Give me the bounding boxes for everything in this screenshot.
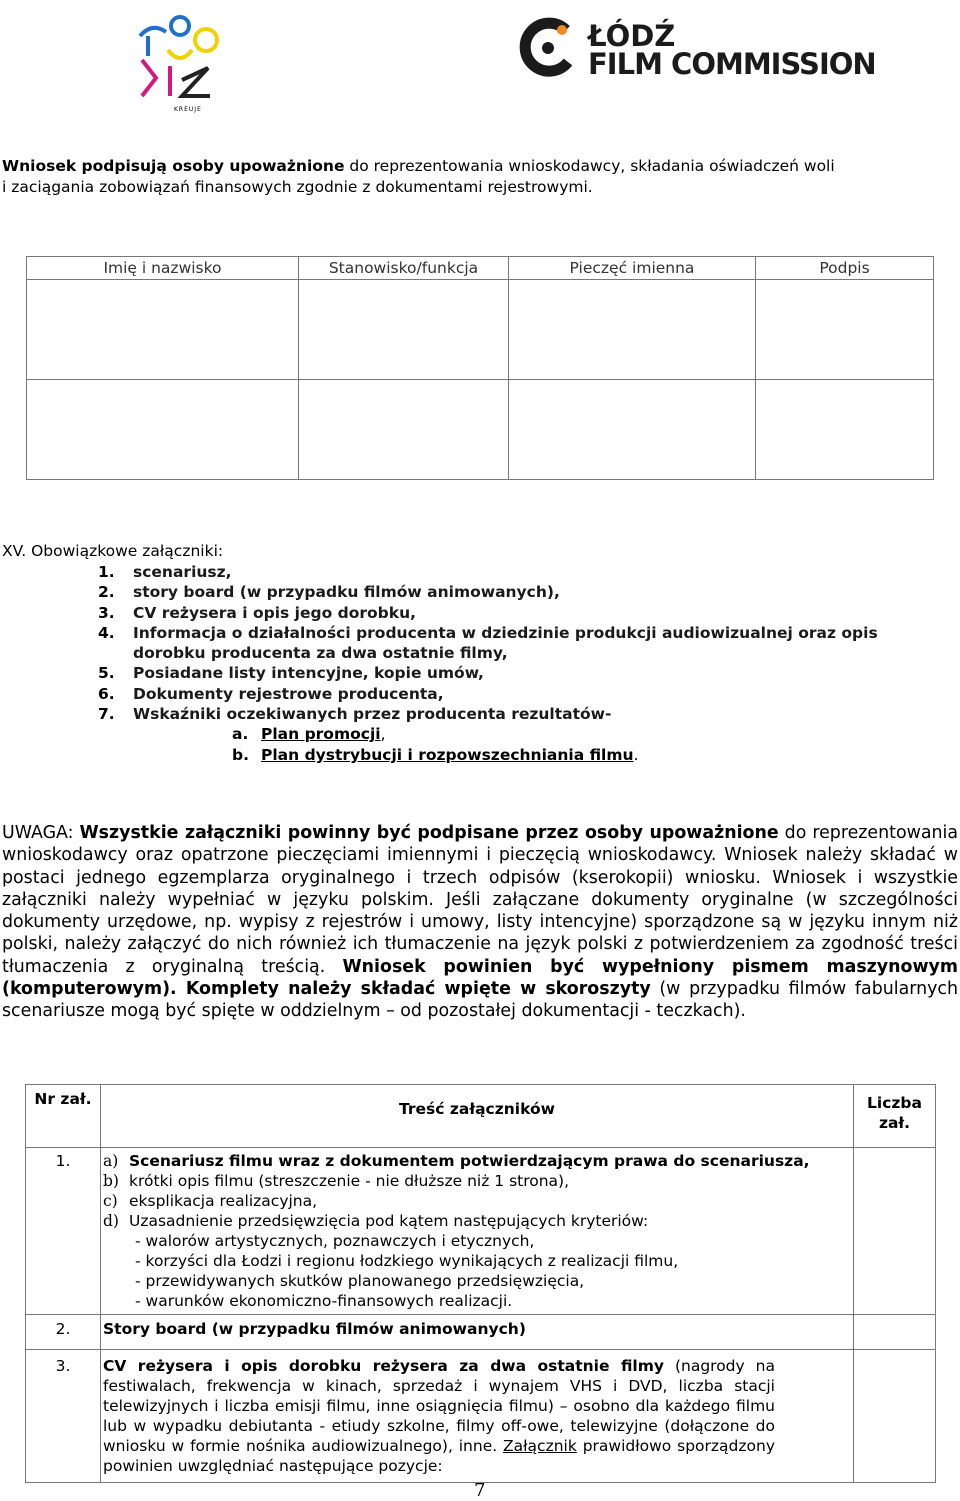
signature-row bbox=[27, 380, 934, 480]
intro-bold: Wniosek podpisują osoby upoważnione bbox=[2, 157, 345, 175]
signature-cell[interactable] bbox=[299, 380, 509, 480]
header-signature: Podpis bbox=[756, 257, 934, 280]
signature-cell[interactable] bbox=[509, 280, 756, 380]
table-row: 1. a) Scenariusz filmu wraz z dokumentem potwierdzającym prawa do scenariusza, b) krótki opis filmu (streszczenie - nie dłuższe niż 1 strona), c) eksplikacja realizacyjna, d) Uzasadnienie przedsięwzięcia pod kątem następujących kryteriów: - walorów artystycznych, poznawczych i etycznych, - korzyści dla Łodzi i regionu łodzkiego wynikających z realizacji filmu, - przewidywanych skutków planowanego przedsięwzięcia, - warunków ekonomiczno-finansowych realizacji. bbox=[26, 1148, 936, 1315]
list-item: 6. Dokumenty rejestrowe producenta, bbox=[98, 684, 444, 703]
promotion-plan-link[interactable]: Plan promocji bbox=[261, 725, 381, 744]
intro-paragraph bbox=[2, 156, 958, 198]
signature-cell[interactable] bbox=[756, 380, 934, 480]
logo-line2: FILM COMMISSION bbox=[588, 47, 876, 81]
header-content: Treść załączników bbox=[101, 1085, 854, 1148]
list-item: 5. Posiadane listy intencyjne, kopie umów, bbox=[98, 664, 484, 683]
signature-row bbox=[27, 280, 934, 380]
list-item: 1. scenariusz, bbox=[98, 563, 232, 581]
signature-header-row bbox=[27, 257, 934, 280]
header-count: Liczba zał. bbox=[854, 1085, 936, 1148]
signature-cell[interactable] bbox=[27, 280, 299, 380]
uwaga-paragraph: UWAGA: Wszystkie załączniki powinny być podpisane przez osoby upoważnione do reprezentowania wnioskodawcy oraz opatrzone pieczęciami imiennymi i pieczęcią wnioskodawcy. Wniosek należy składać w postaci jednego egzemplarza oryginalnego i trzech odpisów (kserokopii) wniosku. Wniosek i wszystkie załączniki należy wypełniać w języku polskim. Jeśli załączane dokumenty oryginalne (w szczególności dokumenty urzędowe, np. wypisy z rejestrów i umowy, listy intencyjne) sporządzone są w języku innym niż polski, należy załączyć do nich również ich tłumaczenie na język polski z potwierdzeniem za zgodność treści tłumaczenia z oryginalną treścią. Wniosek powinien być wypełniony pismem maszynowym (komputerowym). Komplety należy składać wpięte w skoroszyty (w przypadku filmów fabularnych scenariusze mogą być spięte w oddzielnym – od pozostałej dokumentacji - teczkach). bbox=[2, 823, 958, 1022]
table-header-row bbox=[26, 1085, 936, 1148]
distribution-plan-link[interactable]: Plan dystrybucji i rozpowszechniania filmu bbox=[261, 745, 634, 764]
table-row: 3. CV reżysera i opis dorobku reżysera za dwa ostatnie filmy (nagrody na festiwalach, frekwencja w kinach, sprzedaż i wynajem VHS i DVD, liczba stacji telewizyjnych i liczba emisji filmu, inne osiągnięcia filmu) – osobno dla każdego filmu lub w wypadku debiutanta - etiudy szkolne, filmy off-owe, telewizyjne (dołączone do wniosku w formie nośnika audiowizualnego), inne. Załącznik prawidłowo sporządzony powinien uwzględniać następujące pozycje: bbox=[26, 1350, 936, 1483]
intro-line2: i zaciągania zobowiązań finansowych zgodnie z dokumentami rejestrowymi. bbox=[2, 178, 593, 196]
signature-cell[interactable] bbox=[299, 280, 509, 380]
signature-cell[interactable] bbox=[509, 380, 756, 480]
logo-line1: ŁÓDŹ bbox=[588, 19, 676, 53]
attachments-content-table bbox=[25, 1084, 936, 1483]
film-reel-icon bbox=[518, 16, 578, 80]
attachments-list bbox=[0, 562, 960, 765]
attachments-title: XV. Obowiązkowe załączniki: bbox=[2, 542, 224, 560]
list-item: 4. Informacja o działalności producenta w dziedzinie produkcji audiowizualnej oraz opis dorobku producenta za dwa ostatnie filmy, bbox=[98, 623, 878, 663]
list-item: 7. Wskaźniki oczekiwanych przez producenta rezultatów- bbox=[98, 705, 612, 724]
left-logo-graphic bbox=[134, 6, 224, 116]
header-stamp: Pieczęć imienna bbox=[509, 257, 756, 280]
signature-cell[interactable] bbox=[756, 280, 934, 380]
table-row: 2. Story board (w przypadku filmów animowanych) bbox=[26, 1315, 936, 1350]
count-cell[interactable] bbox=[854, 1148, 936, 1315]
list-item: 2. story board (w przypadku filmów animowanych), bbox=[98, 583, 560, 602]
left-logo bbox=[134, 6, 224, 116]
count-cell[interactable] bbox=[854, 1315, 936, 1350]
signature-cell[interactable] bbox=[27, 380, 299, 480]
header-position: Stanowisko/funkcja bbox=[299, 257, 509, 280]
page-number: 7 bbox=[474, 1480, 486, 1501]
list-subitem: a. Plan promocji, bbox=[232, 725, 386, 744]
intro-rest: do reprezentowania wnioskodawcy, składania oświadczeń woli bbox=[344, 157, 835, 175]
header-nr: Nr zał. bbox=[26, 1085, 101, 1148]
logo-caption: KREUJE bbox=[174, 106, 202, 113]
attachment-link[interactable]: Załącznik bbox=[503, 1437, 577, 1455]
count-cell[interactable] bbox=[854, 1350, 936, 1483]
header-name: Imię i nazwisko bbox=[27, 257, 299, 280]
lodz-film-commission-logo bbox=[518, 14, 878, 84]
list-subitem: b. Plan dystrybucji i rozpowszechniania filmu. bbox=[232, 745, 639, 764]
list-item: 3. CV reżysera i opis jego dorobku, bbox=[98, 603, 417, 622]
signature-table bbox=[26, 256, 934, 480]
